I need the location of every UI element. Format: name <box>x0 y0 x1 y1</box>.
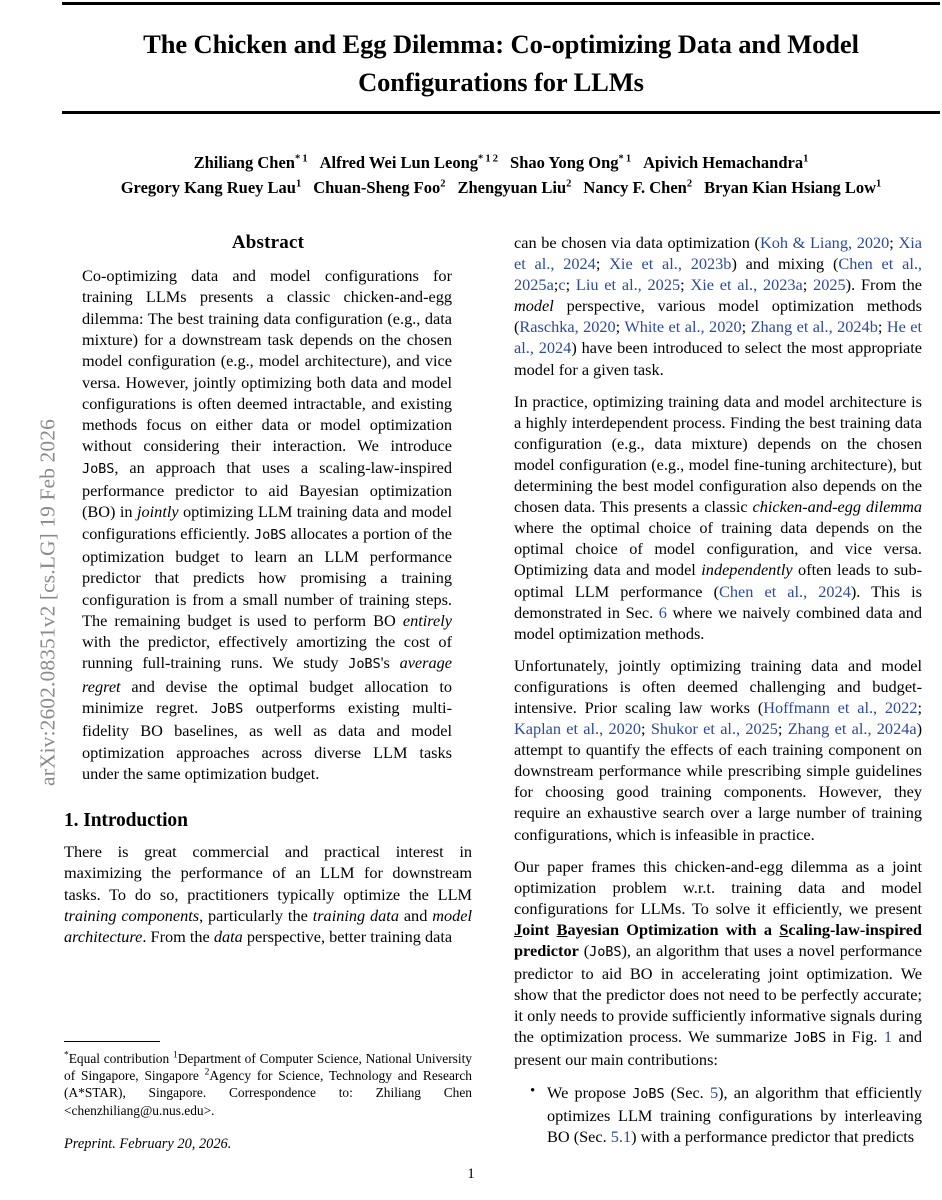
body-text: ; <box>680 275 691 295</box>
citation-link[interactable]: Liu et al., 2025 <box>575 275 681 295</box>
right-column <box>514 232 922 1155</box>
citation-link[interactable]: 2025 <box>813 275 846 295</box>
contribution-item <box>530 1082 923 1147</box>
author-affiliation-marker: 2 <box>440 178 446 190</box>
body-text: and present our main contributions: <box>514 1027 922 1070</box>
citation-link[interactable]: Xie et al., 2023a <box>690 275 803 295</box>
author-name: Gregory Kang Ruey Lau$^1$ <box>120 178 302 197</box>
body-text: ; <box>741 317 751 337</box>
citation-link[interactable]: Zhang et al., 2024b <box>750 317 878 337</box>
emphasis-text: independently <box>701 560 793 580</box>
body-text: ; <box>553 275 559 295</box>
citation-link[interactable]: Chen et al., 2024 <box>719 581 851 601</box>
body-text: There is great commercial and practical interest in maximizing the performance of an LLM for downstream tasks. To do so, practitioners typically optimize the LLM <box>64 842 472 904</box>
body-text: Unfortunately, jointly optimizing training data and model configurations is often deemed challenging and budget-intensive. Prior scaling law works ( <box>514 655 922 717</box>
citation-link[interactable]: 1 <box>883 1027 893 1047</box>
method-name: JoBS <box>82 460 115 477</box>
author-name: Zhengyuan Liu$^2$ <box>457 178 572 197</box>
acronym-initial: B <box>556 919 568 939</box>
body-text: ; <box>595 254 610 274</box>
header-rule-top <box>62 2 940 5</box>
body-text: ; <box>641 719 651 739</box>
body-text: . From the <box>142 926 214 946</box>
body-text: ; <box>802 275 814 295</box>
body-text: In practice, optimizing training data and model architecture is a highly interdependent process. Finding the best training data configuration (e.g., data mixture) depends on the chosen model configuration (e.g., model fine-tuning architecture), but determining the best model configuration also depends on the chosen data. This presents a classic <box>514 391 922 517</box>
emphasis-text: training components <box>64 905 200 925</box>
citation-link[interactable]: White et al., 2020 <box>624 317 742 337</box>
author-affiliation-marker: 2 <box>686 178 693 190</box>
body-text: and <box>398 905 433 925</box>
author-name: Apivich Hemachandra$^1$ <box>643 153 809 172</box>
body-text: Department of Computer Science, National University of Singapore, Singapore <box>64 1051 473 1084</box>
body-text: Agency for Science, Technology and Research (A*STAR), Singapore. Correspondence to: Zhiliang Chen <chenzhiliang@u.nus.edu>. <box>64 1068 473 1118</box>
body-text: ; <box>777 719 788 739</box>
author-line-2 <box>62 175 940 200</box>
body-text: , particularly the <box>199 905 313 925</box>
author-name: Nancy F. Chen$^2$ <box>583 178 693 197</box>
method-name: JoBS <box>589 944 622 960</box>
bold-text: ayesian Optimization with a <box>567 919 780 939</box>
author-name: Shao Yong Ong$^{* 1}$ <box>510 153 632 172</box>
acronym-initial: J <box>514 919 523 939</box>
citation-link[interactable]: 5.1 <box>610 1126 632 1146</box>
body-text: allocates a portion of the optimization budget to learn an LLM performance predictor that predicts how promising a training configuration is from a small number of training steps. The remaining budget is used to perform BO <box>82 523 452 630</box>
bullet-icon: • <box>530 1082 536 1099</box>
author-affiliation-marker: 1 <box>295 178 302 190</box>
emphasis-text: model architecture <box>64 905 472 946</box>
method-name: JoBS <box>254 526 287 543</box>
acronym-initial: S <box>779 919 789 939</box>
body-text: ; <box>615 317 625 337</box>
citation-link[interactable]: Hoffmann et al., 2022 <box>763 697 918 717</box>
body-text: ( <box>578 941 590 960</box>
right-paragraph-2 <box>514 391 922 644</box>
body-text: ; <box>565 275 576 295</box>
body-text: where we naively combined data and model optimization methods. <box>514 602 922 643</box>
author-affiliation-marker: 1 <box>803 153 809 165</box>
emphasis-text: data <box>213 926 243 946</box>
body-text: 's <box>380 653 400 673</box>
body-text: and devise the optimal budget allocation to minimize regret. <box>82 676 452 718</box>
body-text: ) attempt to quantify the effects of each training component on downstream performance while prescribing simple guidelines for choosing good training components. However, they require an exhaustive search over a large number of training configurations, which is infeasible in practice. <box>514 719 922 844</box>
body-text: (Sec. <box>664 1082 710 1102</box>
citation-link[interactable]: 6 <box>658 602 667 622</box>
bold-text: caling-law-inspired predictor <box>514 919 922 960</box>
citation-link[interactable]: Kaplan et al., 2020 <box>514 719 642 739</box>
footnote-marker: 2 <box>204 1067 210 1078</box>
body-text: where the optimal choice of training data depends on the optimal choice of model configuration, and vice versa. Optimizing data and model <box>514 518 922 580</box>
author-affiliation-marker: 1 <box>876 178 882 190</box>
right-paragraph-3 <box>514 655 922 845</box>
citation-link[interactable]: Shukor et al., 2025 <box>650 719 778 739</box>
footnote-marker: 1 <box>172 1050 178 1061</box>
citation-link[interactable]: Koh & Liang, 2020 <box>759 233 890 252</box>
citation-link[interactable]: c <box>558 275 566 295</box>
bold-text: oint <box>522 919 557 939</box>
emphasis-text: model <box>514 296 554 316</box>
body-text: optimizing LLM training data and model configurations efficiently. <box>82 502 453 543</box>
footnote-marker: * <box>64 1050 69 1061</box>
section-heading-introduction: 1. Introduction <box>64 810 188 832</box>
method-name: JoBS <box>348 656 381 673</box>
body-text: ), an algorithm that efficiently optimizes LLM training configurations by interleaving BO (Sec. <box>547 1082 923 1146</box>
body-text: We propose <box>547 1082 633 1102</box>
body-text: often leads to sub-optimal LLM performance ( <box>514 560 923 601</box>
right-paragraph-continued <box>514 232 922 380</box>
method-name: JoBS <box>632 1085 665 1102</box>
body-text: ; <box>889 233 899 252</box>
body-text: ) and mixing ( <box>731 254 839 274</box>
body-text: Equal contribution <box>68 1051 173 1066</box>
author-name: Chuan-Sheng Foo$^2$ <box>313 178 446 197</box>
author-name: Zhiliang Chen$^{* 1}$ <box>193 153 308 172</box>
author-affiliation-marker: * 1 2 <box>478 153 499 165</box>
emphasis-text: jointly <box>136 502 179 522</box>
body-text: perspective, better training data <box>242 926 453 946</box>
right-paragraph-4 <box>514 856 922 1071</box>
citation-link[interactable]: Raschka, 2020 <box>519 317 616 337</box>
intro-paragraph-1 <box>64 841 472 946</box>
header-rule-below-title <box>62 111 940 114</box>
emphasis-text: average regret <box>82 653 452 696</box>
page-title: The Chicken and Egg Dilemma: Co-optimizing Data and Model Configurations for LLMs <box>143 29 859 97</box>
author-affiliation-marker: 2 <box>566 178 572 190</box>
author-name: Bryan Kian Hsiang Low$^1$ <box>704 178 882 197</box>
emphasis-text: training data <box>312 905 399 925</box>
body-text: can be chosen via data optimization ( <box>514 233 760 252</box>
citation-link[interactable]: 5 <box>709 1082 719 1102</box>
abstract-heading: Abstract <box>231 232 305 253</box>
body-text: Co-optimizing data and model configurations for training LLMs presents a classic chicken-and-egg dilemma: The best training data configuration (e.g., data mixture) for a downstream task depends on the chosen model configuration (e.g., model architecture), and vice versa. However, jointly optimizing both data and model configurations is often deemed intractable, and existing methods focus on either data or model optimization without considering their interaction. We introduce <box>82 266 452 456</box>
author-affiliation-marker: * 1 <box>618 153 632 165</box>
page-number: 1 <box>467 1166 475 1182</box>
arxiv-stamp: arXiv:2602.08351v2 [cs.LG] 19 Feb 2026 <box>35 419 60 786</box>
author-affiliation-marker: * 1 <box>294 153 308 165</box>
body-text: ) with a performance predictor that predicts <box>631 1126 915 1146</box>
citation-link[interactable]: Xia et al., 2024 <box>514 233 922 274</box>
footnote-affiliations <box>64 1050 472 1119</box>
contributions-list <box>514 1082 922 1147</box>
body-text: perspective, various model optimization methods ( <box>514 296 922 337</box>
body-text: ; <box>877 317 887 337</box>
contribution-text <box>547 1083 922 1146</box>
body-text: ). This is demonstrated in Sec. <box>514 581 923 622</box>
footnote-separator <box>64 1041 160 1042</box>
body-text: with the predictor, effectively amortizing the cost of running full-training runs. We study <box>82 632 452 673</box>
method-name: JoBS <box>210 701 244 718</box>
method-name: JoBS <box>793 1030 827 1047</box>
left-column <box>64 232 472 947</box>
author-list <box>62 150 940 200</box>
body-text: ; <box>917 697 922 717</box>
body-text: in Fig. <box>826 1027 884 1047</box>
preprint-line: Preprint. February 20, 2026. <box>64 1136 232 1152</box>
author-line-1 <box>62 150 940 175</box>
citation-link[interactable]: Zhang et al., 2024a <box>787 719 917 739</box>
emphasis-text: entirely <box>402 610 452 630</box>
body-text: , an approach that uses a scaling-law-inspired performance predictor to aid Bayesian optimization (BO) in <box>82 457 452 522</box>
abstract-body <box>82 265 452 784</box>
citation-link[interactable]: Xie et al., 2023b <box>609 254 732 274</box>
emphasis-text: chicken-and-egg dilemma <box>752 497 923 517</box>
author-name: Alfred Wei Lun Leong$^{* 1 2}$ <box>319 153 499 172</box>
body-text: ). From the <box>845 275 922 295</box>
body-text: outperforms existing multi-fidelity BO baselines, as well as data and model optimization approaches across diverse LLM tasks under the same optimization budget. <box>82 698 453 783</box>
citation-link[interactable]: Chen et al., 2025a <box>514 254 923 295</box>
body-text: ) have been introduced to select the most appropriate model for a given task. <box>514 338 922 379</box>
citation-link[interactable]: He et al., 2024 <box>514 317 922 358</box>
body-text: ), an algorithm that uses a novel performance predictor to aid BO in accelerating joint optimization. We show that the predictor does not need to be perfectly accurate; it only needs to provide sufficiently informative signals during the optimization process. We summarize <box>514 941 923 1047</box>
body-text: Our paper frames this chicken-and-egg dilemma as a joint optimization problem w.r.t. training data and model configurations for LLMs. To solve it efficiently, we present <box>514 856 922 918</box>
